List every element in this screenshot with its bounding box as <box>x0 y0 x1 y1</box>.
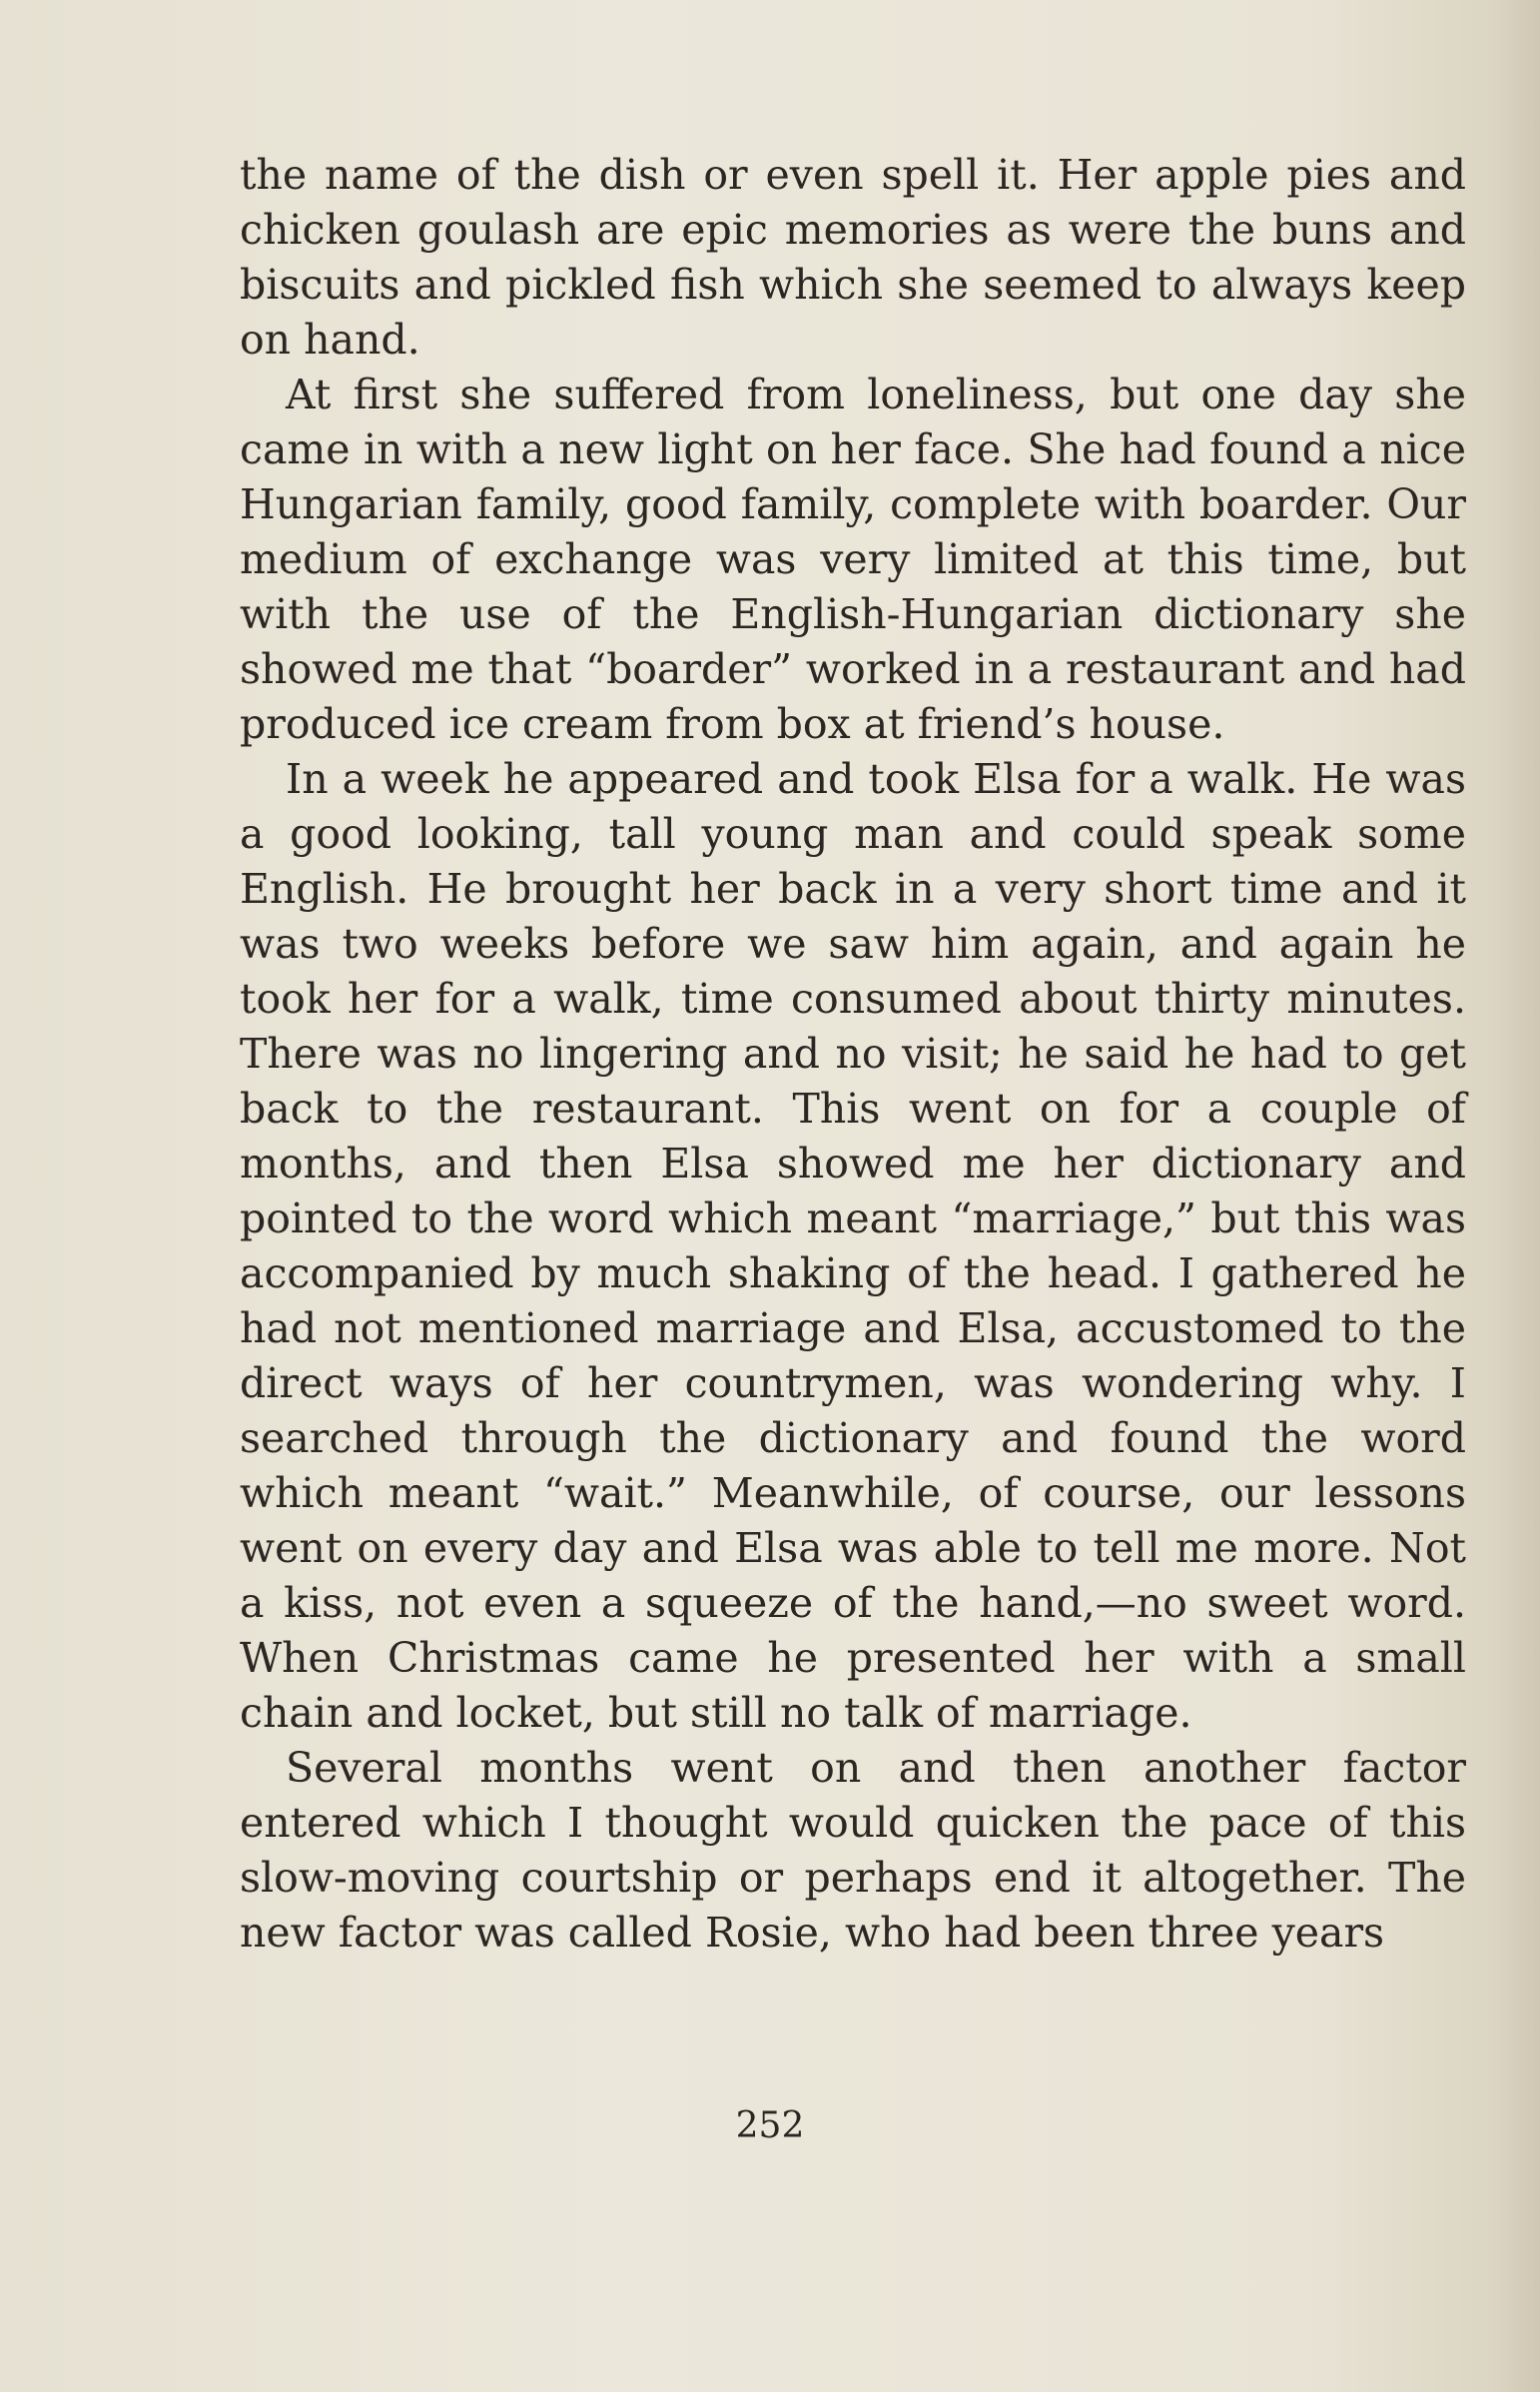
paragraph-walk: In a week he appeared and took Elsa for a walk. He was a good looking, tall young man and could speak some English. He brought her back in a very short time and it was two weeks before we saw him again, and again he took her for a walk, time consumed about thirty minutes. There was no lingering and no visit; he said he had to get back to the restaurant. This went on for a couple of months, and then Elsa showed me her dictionary and pointed to the word which meant “marriage,” but this was accompanied by much shaking of the head. I gathered he had not mentioned marriage and Elsa, accustomed to the direct ways of her countrymen, was wondering why. I searched through the dictionary and found the word which meant “wait.” Meanwhile, of course, our lessons went on every day and Elsa was able to tell me more. Not a kiss, not even a squeeze of the hand,—no sweet word. When Christmas came he presented her with a small chain and locket, but still no talk of marriage. <box>240 755 1466 1737</box>
paragraph-loneliness: At first she suffered from loneliness, but one day she came in with a new light on her face. She had found a nice Hungarian family, good family, complete with boarder. Our medium of exchange was very limited at this time, but with the use of the English-Hungarian dictionary she showed me that “boarder” worked in a restaurant and had produced ice cream from box at friend’s house. <box>240 371 1466 748</box>
body-text <box>240 148 1466 1961</box>
page-number: 252 <box>735 2105 805 2146</box>
paragraph-continued: the name of the dish or even spell it. Her apple pies and chicken goulash are epic memories as were the buns and biscuits and pickled fish which she seemed to always keep on hand. <box>240 151 1466 364</box>
paragraph-rosie: Several months went on and then another factor entered which I thought would quicken the pace of this slow-moving courtship or perhaps end it altogether. The new factor was called Rosie, who had been three years <box>240 1744 1466 1957</box>
